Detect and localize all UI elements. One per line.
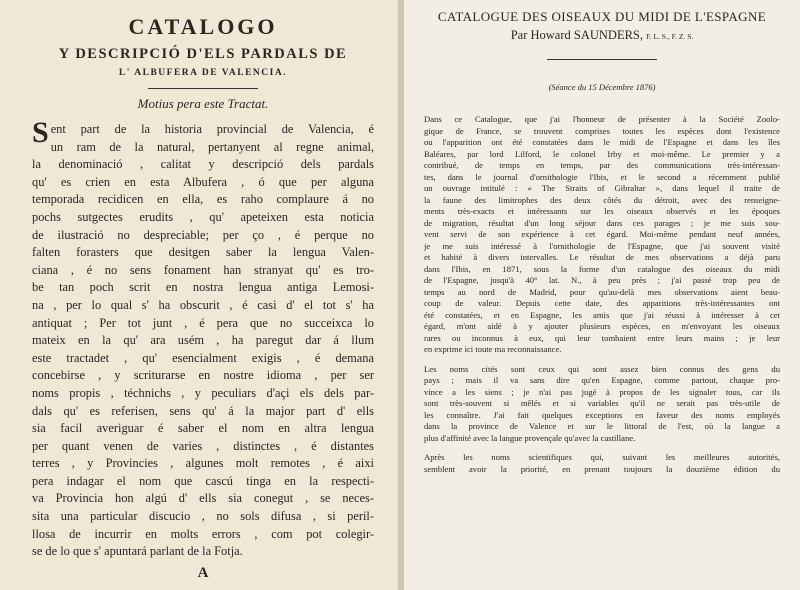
signature-mark: A	[197, 564, 209, 581]
text-line: ments très-exacts et intéressants sur les oiseaux observés et les époques	[424, 206, 780, 216]
text-line: ciana , é no sens fonament han stranyat qu' es tro-	[32, 262, 374, 277]
text-line: se de lo que s' apuntará parlant de la Fotja.	[32, 544, 243, 559]
text-line: terres , y Provincies , algunes molt remotes , é aixi	[32, 456, 374, 471]
text-line: Après les noms scientifiques qui, suivant les meilleures autorités,	[424, 452, 780, 462]
text-line: antiquat ; Per tot junt , é pera que no succeixca lo	[32, 315, 374, 330]
text-line: na , per lo qual s' ha obscurit , é casi d' el tot s' ha	[32, 297, 374, 312]
text-line: égard, m'ont aidé à y ajouter plusieurs espèces, en m'envoyant les oiseaux	[424, 321, 780, 331]
text-line: sita una particular discucio , no sols difusa , si peril-	[32, 509, 374, 524]
author-line	[424, 27, 780, 45]
title-divider	[547, 59, 657, 60]
text-line: pochs sutgectes erudits , qu' apeteixen esta noticia	[32, 209, 374, 224]
text-line: sont très-souvent si mêlés et si variables qu'il ne serait pas très-utile de	[424, 398, 780, 408]
author-name: Par Howard SAUNDERS,	[510, 28, 643, 42]
text-line: sia facil averiguar é saber el nom en altra lengua	[32, 421, 374, 436]
paragraph-gap	[424, 356, 780, 364]
right-body-text	[424, 114, 780, 475]
catalogo-subtitle-location: L' ALBUFERA DE VALENCIA.	[118, 68, 288, 78]
text-line: Baléares, par lord Lilford, le colonel Irby et moi-même. Le premier y a	[424, 148, 780, 159]
text-line: la faune des limitrophes des deux côtés du détroit, avec des renseigne-	[424, 194, 780, 205]
text-line: dals qu' es referisen, sens qu' á la major part d' ells	[32, 403, 374, 418]
section-heading: Motius pera este Tractat.	[137, 96, 269, 111]
text-line: vince a les siens ; je n'ai pas jugé à propos de les signaler tous, car ils	[424, 386, 780, 397]
left-body-text	[32, 116, 374, 561]
text-line: be tan poch scrit en nostra lengua antiga Lemosi-	[32, 280, 374, 295]
text-line: per quant venen de varies , distinctes , é distantes	[32, 438, 374, 453]
text-line: ent part de la historia provincial de Valencia, é	[50, 122, 374, 136]
left-page	[0, 0, 398, 590]
text-line: la denominació , calitat y descripció dels pardals	[32, 157, 374, 172]
text-line: qu' es crien en esta Albufera , ó que per alguna	[32, 174, 374, 189]
text-line: coup de valeur. Depuis cette date, des apparitions très-intéressantes ont	[424, 298, 780, 308]
catalogo-subtitle: Y DESCRIPCIÓ D'ELS PARDALS DE	[58, 46, 348, 62]
text-line: temps au nord de Madrid, pour qu'au-delà mes observations aient beau-	[424, 286, 780, 297]
text-line: un ram de la natural, pertanyent al regne animal,	[50, 139, 374, 154]
text-line: de migration, résultat d'un long séjour dans ces parages ; je me suis sou-	[424, 217, 780, 228]
title-divider	[148, 88, 258, 89]
drop-cap: S	[32, 116, 49, 149]
text-line: ou l'apparition ont été constatées dans le midi de l'Espagne et dans les îles	[424, 137, 780, 147]
text-line: dans la province de Valence et sur le littoral de l'est, où la langue a	[424, 421, 780, 431]
text-line: été constatées, et en Espagne, les amis que j'ai réussi à intéresser à cet	[424, 309, 780, 320]
text-line: rares ou inconnus à eux, qui leur tombaient entre leurs mains ; je leur	[424, 332, 780, 343]
text-line: un ouvrage intitulé : « The Straits of Gibraltar », dans lequel il traite de	[424, 183, 780, 193]
text-line: semblent avoir la priorité, en prenant toujours la douzième édition du	[424, 463, 780, 474]
text-line: llosa de incurrir en molts errors , com pot colegir-	[32, 526, 374, 541]
text-line: tes, dans le journal d'ornithologie l'Ibis, et le second a récemment publié	[424, 171, 780, 182]
text-line: pera indagar el nom que cascú tinga en la respecti-	[32, 473, 374, 488]
text-line: de l'Espagne, jusqu'à 40° lat. N., à peu près ; j'ai passé trop peu de	[424, 275, 780, 285]
author-credentials: F. L. S., F. Z. S.	[646, 32, 694, 41]
text-line: mateix en la qu' ara usém , ha paregut dar á llum	[32, 333, 374, 348]
seance-date: (Séance du 15 Décembre 1876)	[548, 82, 656, 92]
text-line: va Provincia hon algú d' ells sia conegut , se neces-	[32, 491, 374, 506]
text-line: en exprime ici toute ma reconnaissance.	[424, 344, 562, 354]
text-line: temporada recidicen en ella, es raho complaure á no	[32, 192, 374, 207]
text-line: Dans ce Catalogue, que j'ai l'honneur de présenter à la Société Zoolo-	[424, 114, 780, 124]
catalogo-title: CATALOGO	[128, 14, 278, 39]
paragraph-gap	[424, 444, 780, 452]
text-line: concebirse , y scriturarse en nostre idioma , per ser	[32, 368, 374, 383]
text-line: vent servi de son expérience à cet égard. Moi-même pendant neuf années,	[424, 229, 780, 239]
text-line: je me suis intéressé à l'ornithologie de l'Espagne, que j'ai souvent visité	[424, 240, 780, 251]
text-line: falten forasters que desitgen saber la lengua Valen-	[32, 245, 374, 260]
text-line: noms propis , téchnichs , y peculiars d'açi els dels par-	[32, 385, 374, 400]
text-line: pays ; mais il va sans dire qu'en Espagne, comme partout, chaque pro-	[424, 375, 780, 385]
catalogue-title: CATALOGUE DES OISEAUX DU MIDI DE L'ESPAGNE	[437, 9, 767, 24]
text-line: plus d'affinité avec la langue provençale qu'avec la castillane.	[424, 432, 636, 443]
text-line: contribué, de temps en temps, par des communications très-intéressan-	[424, 160, 780, 170]
text-line: gique de France, se trouvent comprises toutes les espèces dont l'existence	[424, 125, 780, 136]
text-line: Les noms cités sont ceux qui sont assez bien connus des gens du	[424, 363, 780, 374]
text-line: dans l'Ibis, en 1871, sous la forme d'un catalogue des oiseaux du midi	[424, 263, 780, 274]
right-page	[404, 0, 800, 590]
text-line: de ilustració no despreciable; per ço , é perque no	[32, 227, 374, 242]
text-line: les connaître. J'ai fait quelques exceptions en faveur des noms employés	[424, 409, 780, 420]
text-line: et habité à divers intervalles. Le résultat de mes observations a déjà paru	[424, 252, 780, 262]
text-line: este tractadet , qu' esencialment exigis , é demana	[32, 350, 374, 365]
